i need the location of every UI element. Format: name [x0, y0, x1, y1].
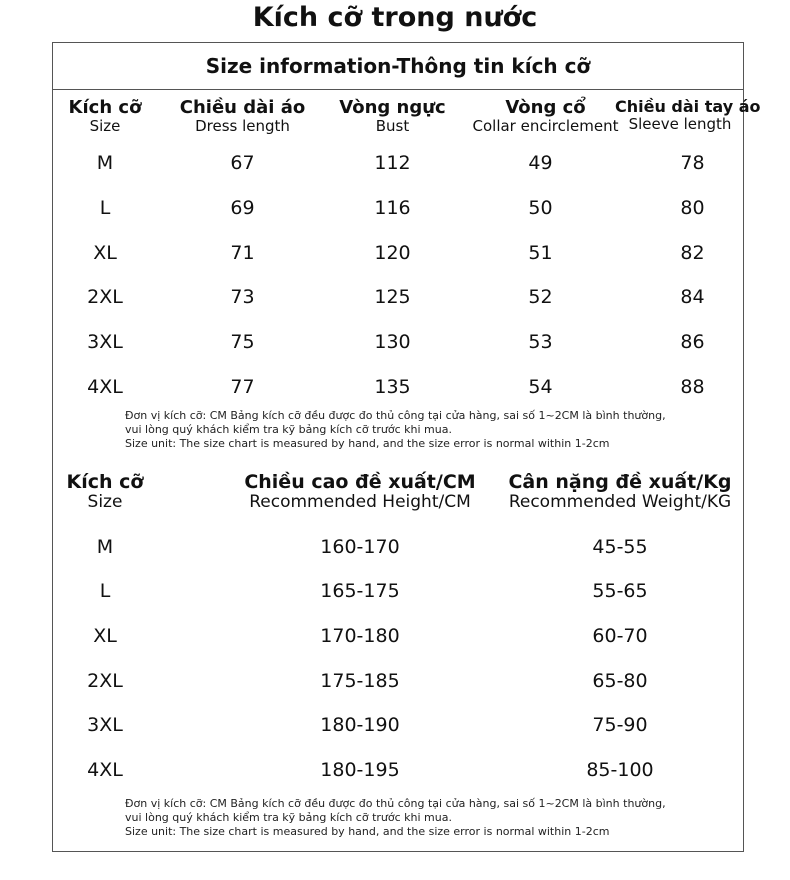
cell-dress-length: 77: [230, 376, 255, 398]
cell-collar: 54: [528, 376, 553, 398]
page-title: Kích cỡ trong nước: [252, 2, 538, 33]
cell-bust: 112: [374, 152, 411, 174]
cell-size: L: [99, 197, 111, 219]
header2-weight-en: Recommended Weight/KG: [508, 491, 732, 512]
cell-dress-length: 67: [230, 152, 255, 174]
header2-size-vi: Kích cỡ: [66, 471, 144, 493]
header2-height: [230, 472, 490, 512]
header-size: [55, 98, 155, 134]
header2-weight: [495, 472, 745, 512]
cell-collar: 50: [528, 197, 553, 219]
cell-height: 165-175: [320, 580, 400, 602]
cell-dress-length: 71: [230, 242, 255, 264]
cell-collar: 49: [528, 152, 553, 174]
header-dress-length-vi: Chiều dài áo: [179, 97, 306, 118]
cell-bust: 120: [374, 242, 411, 264]
note-line: vui lòng quý khách kiểm tra kỹ bảng kích cỡ trước khi mua.: [125, 423, 452, 436]
cell-weight: 45-55: [592, 536, 648, 558]
cell-weight: 65-80: [592, 670, 648, 692]
cell-sleeve-length: 86: [680, 331, 705, 353]
cell-height: 170-180: [320, 625, 400, 647]
cell-weight: 75-90: [592, 714, 648, 736]
note-line: Size unit: The size chart is measured by hand, and the size error is normal within 1-2cm: [125, 437, 610, 450]
header-sleeve-length: [615, 97, 761, 133]
cell-weight: 60-70: [592, 625, 648, 647]
cell-sleeve-length: 80: [680, 197, 705, 219]
cell-collar: 52: [528, 286, 553, 308]
cell-size: XL: [93, 242, 117, 264]
header2-size-en: Size: [87, 491, 123, 512]
header-size-en: Size: [89, 116, 121, 135]
cell-size: 3XL: [87, 331, 123, 353]
cell-bust: 135: [374, 376, 411, 398]
header2-height-en: Recommended Height/CM: [249, 491, 471, 512]
header2-weight-vi: Cân nặng đề xuất/Kg: [508, 471, 732, 493]
header-collar: [468, 98, 623, 134]
cell-size: 4XL: [87, 759, 123, 781]
header-size-vi: Kích cỡ: [68, 97, 142, 118]
cell-sleeve-length: 88: [680, 376, 705, 398]
header-dress-length-en: Dress length: [195, 116, 290, 135]
header-collar-en: Collar encirclement: [472, 116, 619, 135]
cell-sleeve-length: 78: [680, 152, 705, 174]
cell-size: M: [96, 152, 114, 174]
header-bust: [320, 98, 465, 134]
cell-bust: 125: [374, 286, 411, 308]
header-sleeve-length-en: Sleeve length: [628, 114, 732, 133]
cell-sleeve-length: 82: [680, 242, 705, 264]
header-bust-vi: Vòng ngực: [339, 97, 446, 118]
note-line: vui lòng quý khách kiểm tra kỹ bảng kích cỡ trước khi mua.: [125, 811, 452, 824]
note-line: Đơn vị kích cỡ: CM Bảng kích cỡ đều được đo thủ công tại cửa hàng, sai số 1~2CM là bình thường,: [125, 797, 666, 810]
cell-size: L: [99, 580, 111, 602]
cell-collar: 53: [528, 331, 553, 353]
header-bust-en: Bust: [375, 116, 410, 135]
cell-bust: 116: [374, 197, 411, 219]
cell-dress-length: 75: [230, 331, 255, 353]
cell-size: 4XL: [87, 376, 123, 398]
cell-sleeve-length: 84: [680, 286, 705, 308]
cell-size: XL: [93, 625, 117, 647]
cell-height: 180-190: [320, 714, 400, 736]
cell-bust: 130: [374, 331, 411, 353]
cell-size: 2XL: [87, 670, 123, 692]
cell-dress-length: 69: [230, 197, 255, 219]
section-title: Size information-Thông tin kích cỡ: [52, 42, 744, 90]
note-line: Size unit: The size chart is measured by hand, and the size error is normal within 1-2cm: [125, 825, 610, 838]
cell-weight: 85-100: [586, 759, 654, 781]
cell-size: 3XL: [87, 714, 123, 736]
header-sleeve-length-vi: Chiều dài tay áo: [615, 97, 761, 116]
cell-height: 175-185: [320, 670, 400, 692]
cell-size: M: [96, 536, 114, 558]
cell-height: 180-195: [320, 759, 400, 781]
cell-collar: 51: [528, 242, 553, 264]
cell-dress-length: 73: [230, 286, 255, 308]
header-dress-length: [170, 98, 315, 134]
cell-weight: 55-65: [592, 580, 648, 602]
header2-height-vi: Chiều cao đề xuất/CM: [244, 471, 476, 493]
header-collar-vi: Vòng cổ: [505, 97, 586, 118]
cell-size: 2XL: [87, 286, 123, 308]
cell-height: 160-170: [320, 536, 400, 558]
note-line: Đơn vị kích cỡ: CM Bảng kích cỡ đều được đo thủ công tại cửa hàng, sai số 1~2CM là bình thường,: [125, 409, 666, 422]
header2-size: [50, 472, 160, 512]
